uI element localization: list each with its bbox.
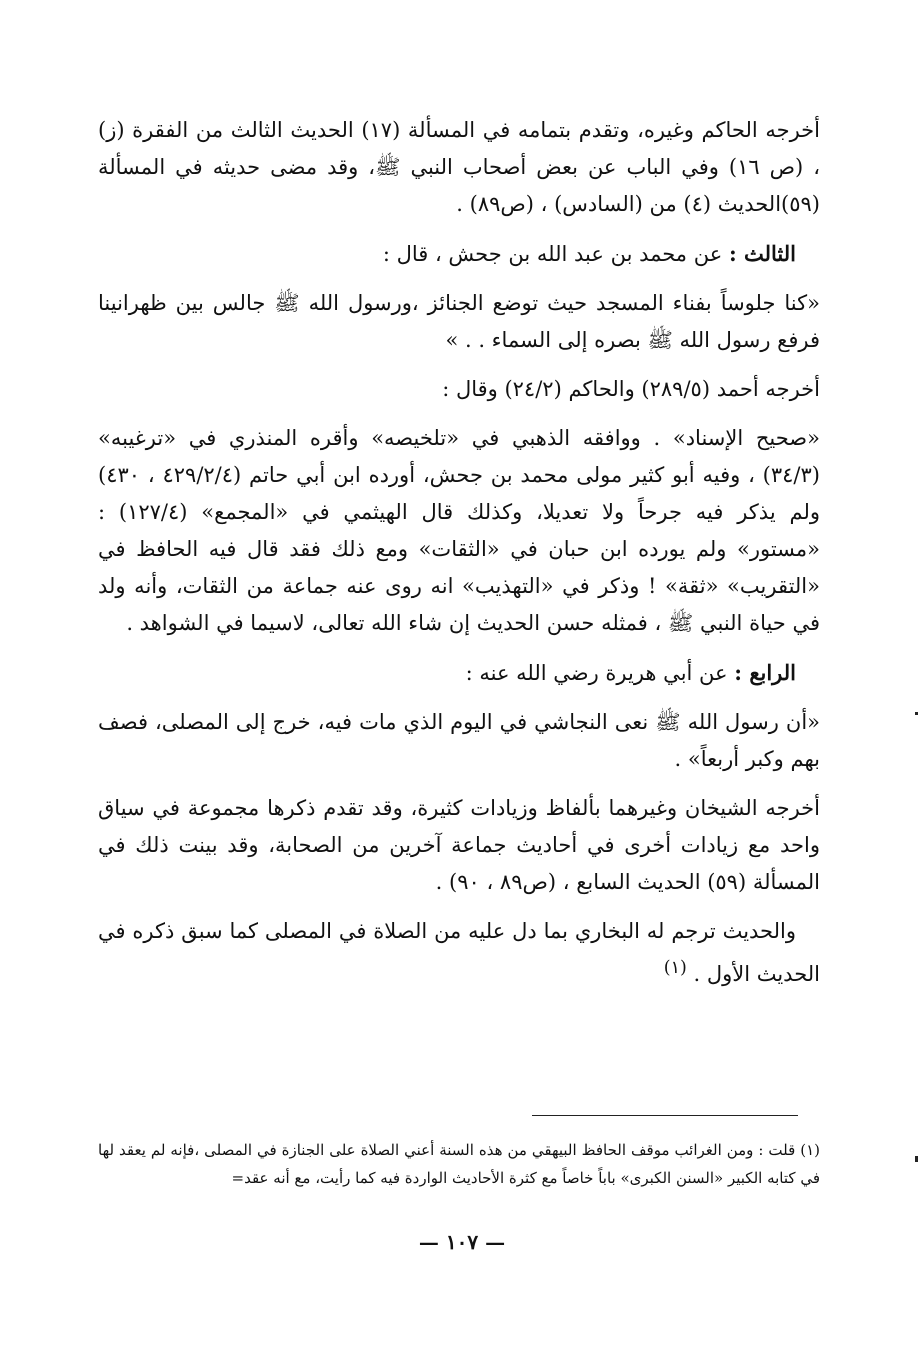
paragraph-1: أخرجه الحاكم وغيره، وتقدم بتمامه في المسألة (١٧) الحديث الثالث من الفقرة (ز) ، (ص ١٦) وفي الباب عن بعض أصحاب النبي ﷺ، وقد مضى حديثه في المسألة (٥٩)الحديث (٤) من (السادس) ، (ص٨٩) . [98,118,820,216]
hadith-fourth-label: الرابع : [734,660,796,685]
page-number: — ١٠٧ — [418,1230,506,1254]
hadith-fourth-text: عن أبي هريرة رضي الله عنه : [465,661,728,685]
paragraph-4: «صحيح الإسناد» . ووافقه الذهبي في «تلخيصه» وأقره المنذري في «ترغيبه» (٣٤/٣) ، وفيه أبو كثير مولى محمد بن جحش، أورده ابن أبي حاتم (٤٢٩/٢/٤ ، ٤٣٠) ولم يذكر فيه جرحاً ولا تعديلا، وكذلك قال الهيثمي في «المجمع» (١٢٧/٤) : «مستور» ولم يورده ابن حبان في «الثقات» ومع ذلك فقد قال فيه الحافظ في «التقريب» «ثقة» ! وذكر في «التهذيب» انه روى عنه جماعة من الثقات، وأنه ولد في حياة النبي ﷺ ، فمثله حسن الحديث إن شاء الله تعالى، لاسيما في الشواهد . [98,426,820,635]
margin-speck [915,712,918,715]
footnote-divider [532,1115,798,1116]
paragraph-6: أخرجه الشيخان وغيرهما بألفاظ وزيادات كثيرة، وقد تقدم ذكرها مجموعة في سياق واحد مع زيادات أخرى في أحاديث جماعة آخرين من الصحابة، وقد بينت ذلك في المسألة (٥٩) الحديث السابع ، (ص٨٩ ، ٩٠) . [98,796,820,894]
paragraph-5: «أن رسول الله ﷺ نعى النجاشي في اليوم الذي مات فيه، خرج إلى المصلى، فصف بهم وكبر أربعاً» . [98,710,820,771]
margin-speck [915,1156,918,1162]
paragraph-7 [98,913,820,993]
page-body [98,112,820,1005]
paragraph-2: «كنا جلوساً بفناء المسجد حيث توضع الجنائز ،ورسول الله ﷺ جالس بين ظهرانينا فرفع رسول الله ﷺ بصره إلى السماء . . » [98,291,820,352]
hadith-third-label: الثالث : [728,241,796,266]
hadith-fourth-heading [98,654,820,692]
paragraph-7-text: والحديث ترجم له البخاري بما دل عليه من الصلاة في المصلى كما سبق ذكره في الحديث الأول . [98,919,820,986]
hadith-third-text: عن محمد بن عبد الله بن جحش ، قال : [382,242,723,266]
paragraph-3: أخرجه أحمد (٢٨٩/٥) والحاكم (٢٤/٢) وقال : [442,377,820,401]
footnote: (١) قلت : ومن الغرائب موقف الحافظ البيهقي من هذه السنة أعني الصلاة على الجنازة في المصلى ،فإنه لم يعقد لها في كتابه الكبير «السنن الكبرى» باباً خاصاً مع كثرة الأحاديث الواردة فيه كما رأيت، مع أنه عقد= [98,1141,820,1187]
footnote-reference: (١) [663,958,687,978]
hadith-third-heading [98,235,820,273]
